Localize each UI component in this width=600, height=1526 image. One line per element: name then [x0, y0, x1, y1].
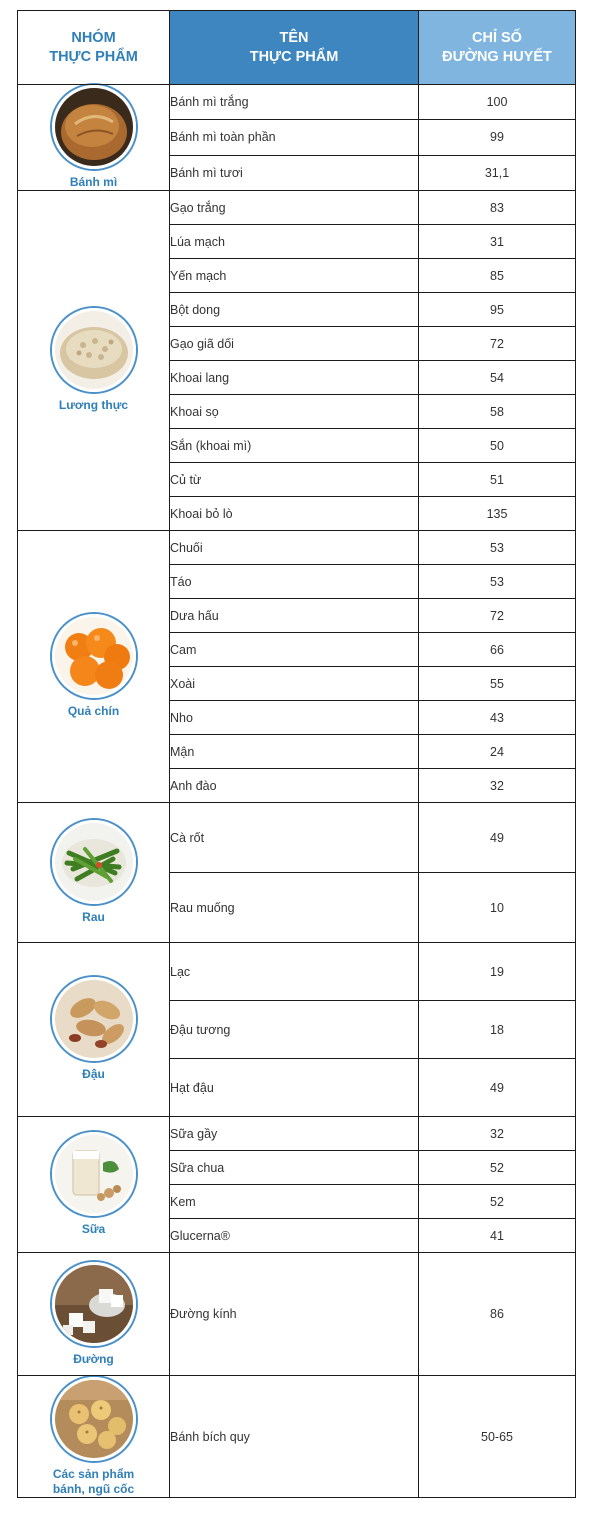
gi-value: 32 [419, 1117, 576, 1151]
food-name: Bột dong [170, 293, 419, 327]
food-name: Lạc [170, 943, 419, 1001]
food-name: Cà rốt [170, 803, 419, 873]
oats-icon [52, 308, 136, 392]
gi-value: 41 [419, 1219, 576, 1253]
group-cell-grains [18, 191, 170, 531]
group-cell-sugar [18, 1253, 170, 1376]
food-name: Khoai lang [170, 361, 419, 395]
bread-icon [52, 85, 136, 169]
gi-value: 31 [419, 225, 576, 259]
group-cell-bread [18, 85, 170, 191]
gi-value: 58 [419, 395, 576, 429]
food-name: Củ từ [170, 463, 419, 497]
food-name: Sữa gầy [170, 1117, 419, 1151]
food-name: Mận [170, 735, 419, 769]
table-row [18, 943, 576, 1001]
food-name: Glucerna® [170, 1219, 419, 1253]
gi-value: 83 [419, 191, 576, 225]
gi-value: 66 [419, 633, 576, 667]
gi-value: 99 [419, 120, 576, 155]
gi-value: 49 [419, 803, 576, 873]
food-name: Rau muống [170, 873, 419, 943]
table-row [18, 191, 576, 225]
sugar-cubes-icon [52, 1262, 136, 1346]
food-name: Đậu tương [170, 1001, 419, 1059]
gi-value: 135 [419, 497, 576, 531]
table-row [18, 1376, 576, 1498]
gi-value: 18 [419, 1001, 576, 1059]
gi-value: 43 [419, 701, 576, 735]
gi-value: 86 [419, 1253, 576, 1376]
glycemic-index-table [17, 10, 576, 1498]
food-name: Xoài [170, 667, 419, 701]
biscuits-icon [52, 1377, 136, 1461]
header-row [18, 11, 576, 85]
group-label: Đậu [82, 1067, 105, 1081]
food-name: Sắn (khoai mì) [170, 429, 419, 463]
group-label: Rau [82, 910, 105, 924]
food-name: Gạo trắng [170, 191, 419, 225]
food-name: Cam [170, 633, 419, 667]
gi-value: 19 [419, 943, 576, 1001]
group-cell-legumes [18, 943, 170, 1117]
header-glycemic-index: CHỈ SỐ ĐƯỜNG HUYẾT [419, 11, 576, 85]
gi-value: 95 [419, 293, 576, 327]
gi-value: 72 [419, 599, 576, 633]
food-name: Dưa hấu [170, 599, 419, 633]
gi-value: 52 [419, 1151, 576, 1185]
gi-value: 85 [419, 259, 576, 293]
milk-icon [52, 1132, 136, 1216]
gi-value: 50-65 [419, 1376, 576, 1498]
group-label: Đường [73, 1351, 114, 1366]
food-name: Bánh mì toàn phần [170, 120, 419, 155]
gi-value: 32 [419, 769, 576, 803]
food-name: Hạt đậu [170, 1059, 419, 1117]
group-cell-fruits [18, 531, 170, 803]
table-row [18, 803, 576, 873]
group-label: Quả chín [67, 704, 120, 718]
gi-value: 31,1 [419, 155, 576, 190]
table-row [18, 1253, 576, 1376]
gi-value: 72 [419, 327, 576, 361]
gi-value: 53 [419, 531, 576, 565]
peanuts-icon [52, 977, 136, 1061]
food-name: Khoai bỏ lò [170, 497, 419, 531]
food-name: Khoai sọ [170, 395, 419, 429]
food-name: Nho [170, 701, 419, 735]
group-cell-vegetables [18, 803, 170, 943]
food-name: Sữa chua [170, 1151, 419, 1185]
gi-value: 10 [419, 873, 576, 943]
food-name: Kem [170, 1185, 419, 1219]
food-name: Lúa mạch [170, 225, 419, 259]
gi-value: 53 [419, 565, 576, 599]
table-row [18, 1117, 576, 1151]
group-cell-dairy [18, 1117, 170, 1253]
food-name: Táo [170, 565, 419, 599]
group-cell-baked-cereal [18, 1376, 170, 1498]
food-name: Đường kính [170, 1253, 419, 1376]
oranges-icon [52, 614, 136, 698]
group-label: Bánh mì [69, 175, 118, 189]
table-row [18, 531, 576, 565]
gi-value: 100 [419, 85, 576, 120]
gi-value: 51 [419, 463, 576, 497]
food-name: Yến mạch [170, 259, 419, 293]
food-name: Bánh mì trắng [170, 85, 419, 120]
table-row [18, 85, 576, 120]
food-name: Chuối [170, 531, 419, 565]
gi-value: 52 [419, 1185, 576, 1219]
vegetables-icon [52, 820, 136, 904]
gi-value: 49 [419, 1059, 576, 1117]
food-name: Bánh mì tươi [170, 155, 419, 190]
gi-value: 54 [419, 361, 576, 395]
food-name: Bánh bích quy [170, 1376, 419, 1498]
header-food-name: TÊN THỰC PHẨM [170, 11, 419, 85]
group-label: Sữa [81, 1222, 106, 1236]
group-label: Các sản phẩm bánh, ngũ cốc [52, 1466, 135, 1496]
food-name: Anh đào [170, 769, 419, 803]
header-food-group: NHÓM THỰC PHẨM [18, 11, 170, 85]
gi-value: 24 [419, 735, 576, 769]
gi-value: 55 [419, 667, 576, 701]
group-label: Lương thực [58, 398, 129, 412]
food-name: Gạo giã dối [170, 327, 419, 361]
gi-value: 50 [419, 429, 576, 463]
